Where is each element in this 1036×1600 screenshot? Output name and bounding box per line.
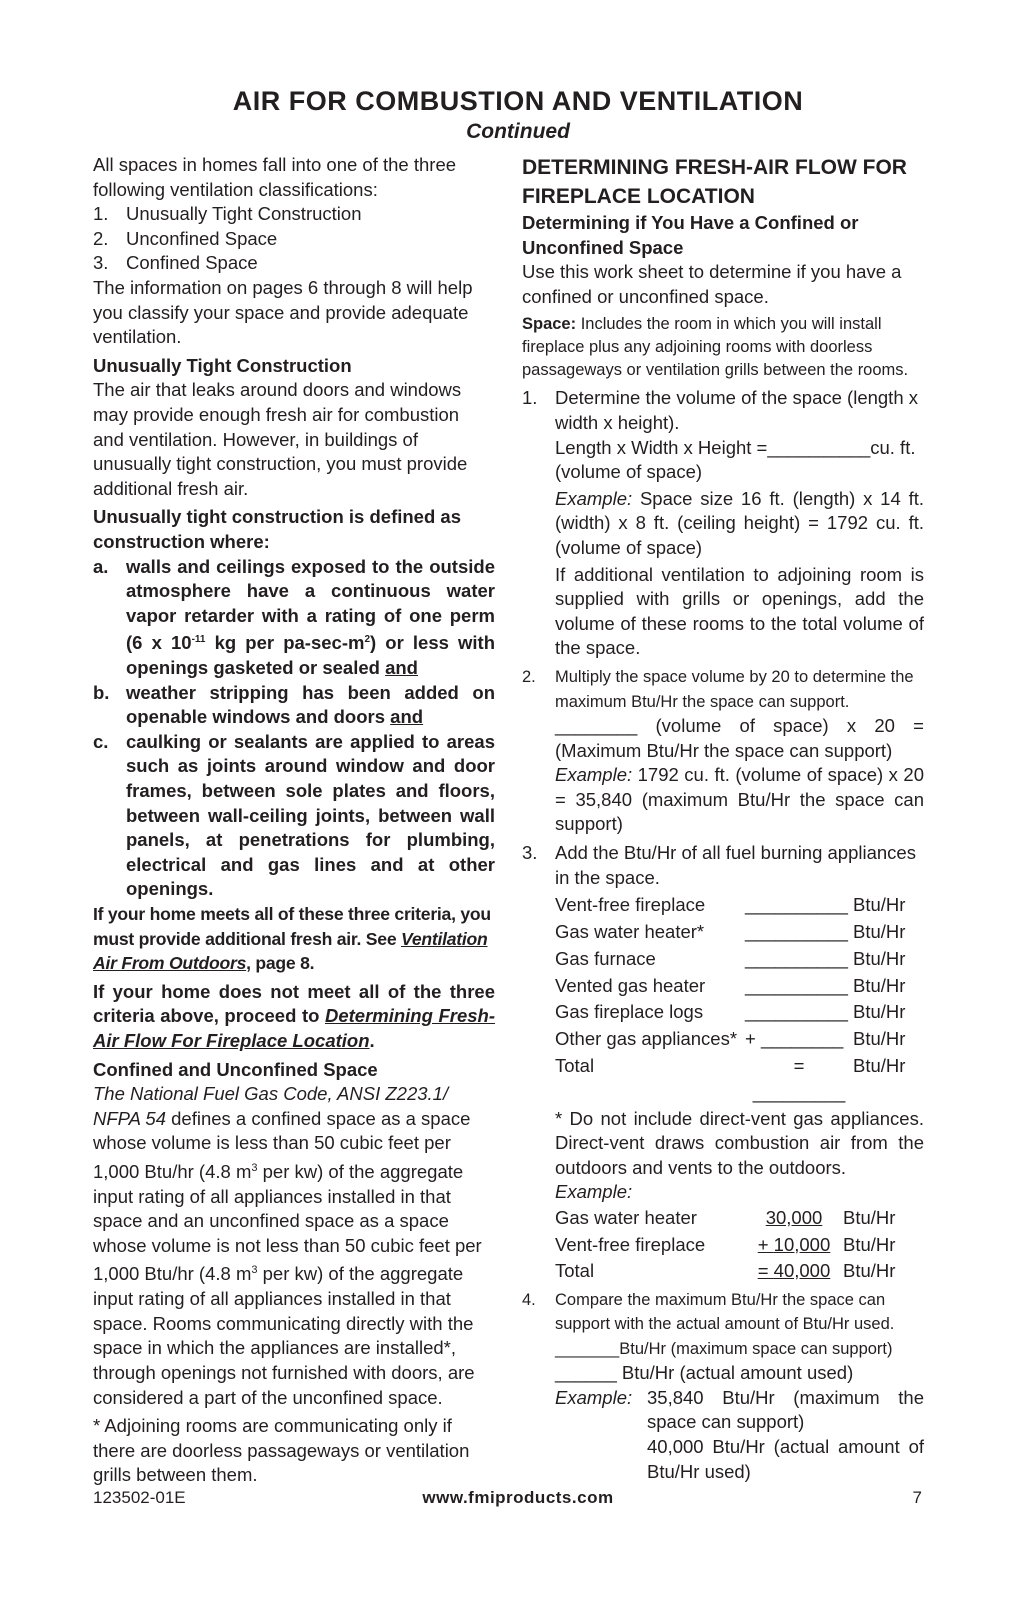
table-row: Gas water heater* __________ Btu/Hr <box>555 921 906 943</box>
list-text: Unconfined Space <box>126 227 278 249</box>
list-item <box>93 202 495 227</box>
worksheet-intro: Use this work sheet to determine if you have a confined or unconfined space. <box>522 261 902 307</box>
determining-fresh-air-link[interactable]: Determining Fresh-Air Flow For Fireplace Location <box>93 1005 495 1051</box>
step-number: 3. <box>522 842 538 864</box>
table-row: Vent-free fireplace + 10,000 Btu/Hr <box>555 1233 896 1255</box>
table-row: Gas water heater 30,000 Btu/Hr <box>555 1207 896 1228</box>
step-1-formula: Length x Width x Height =__________cu. ft. (volume of space) <box>555 436 916 483</box>
step-text: Multiply the space volume by 20 to determine the maximum Btu/Hr the space can support. <box>555 667 914 711</box>
intro-paragraph: All spaces in homes fall into one of the three following ventilation classifications: <box>93 154 457 200</box>
confined-paragraph: The National Fuel Gas Code, ANSI Z223.1/ NFPA 54 defines a confined space as a space whose volume is less than 50 cubic feet per 1,000 Btu/hr (4.8 $m^3$ per kw) of the aggregate input rating of all appliances installed in that space and an unconfined space as a space whose volume is not less than 50 cubic feet per 1,000 Btu/hr (4.8 $m^3$ per kw) of the aggregate input rating of all appliances installed in that space. Rooms communicating directly with the space in which the appliances are installed*, through openings not furnished with doors, are considered a part of the unconfined space. <box>93 1083 482 1408</box>
right-column <box>522 153 924 1484</box>
footnote-paragraph: * Adjoining rooms are communicating only if there are doorless passageways or ventilation grills between them. <box>93 1415 470 1486</box>
step-1-note: If additional ventilation to adjoining room is supplied with grills or openings, add the volume of these rooms to the total volume of the space. <box>555 563 924 659</box>
website-link[interactable]: www.fmiproducts.com <box>422 1488 614 1507</box>
step-number: 1. <box>522 387 538 409</box>
appliance-table <box>522 892 924 1106</box>
list-number: 1. <box>93 203 109 225</box>
document-number: 123502-01E <box>93 1488 186 1507</box>
step-number: 4. <box>522 1290 536 1309</box>
step-3-note: * Do not include direct-vent gas appliances. Direct-vent draws combustion air from the outdoors and vents to the outdoors. <box>555 1107 924 1178</box>
page-title: AIR FOR COMBUSTION AND VENTILATION <box>232 86 804 116</box>
not-meet-paragraph: If your home does not meet all of the three criteria above, proceed to Determining Fresh-Air Flow For Fireplace Location. <box>93 980 495 1051</box>
table-row: Gas fireplace logs __________ Btu/Hr <box>555 1001 906 1023</box>
step-text: Determine the volume of the space (length x width x height). <box>555 387 918 433</box>
step-2-formula: ________ (volume of space) x 20 = (Maximum Btu/Hr the space can support) <box>555 715 924 761</box>
example-label: Example: <box>555 1181 633 1203</box>
list-text: Confined Space <box>126 252 258 274</box>
page-number: 7 <box>912 1488 922 1507</box>
step-number: 2. <box>522 667 536 686</box>
table-row: Total = 40,000 Btu/Hr <box>555 1260 896 1281</box>
criteria-b <box>93 681 495 730</box>
step-1-example: Example: Space size 16 ft. (length) x 14 ft. (width) x 8 ft. (ceiling height) = 1792 cu. ft. (volume of space) <box>555 487 924 558</box>
table-row: Vented gas heater __________ Btu/Hr <box>555 974 906 996</box>
criteria-a <box>93 555 495 681</box>
criteria-letter: a. <box>93 555 109 577</box>
criteria-text: weather stripping has been added on openable windows and doors and <box>126 681 495 728</box>
table-row: Total = _________ Btu/Hr <box>555 1055 906 1103</box>
step-4-example: Example: 35,840 Btu/Hr (maximum the space can support) 40,000 Btu/Hr (actual amount of Btu/Hr used) <box>555 1386 924 1482</box>
criteria-c <box>93 730 495 902</box>
list-item <box>93 251 495 276</box>
example-table <box>522 1205 924 1285</box>
step-2 <box>522 665 924 714</box>
step-text: Add the Btu/Hr of all fuel burning appliances in the space. <box>555 842 916 888</box>
classification-list <box>93 202 495 276</box>
space-definition: Space: Includes the room in which you will install fireplace plus any adjoining rooms with doorless passageways or ventilation grills between the rooms. <box>522 315 909 380</box>
page-subtitle: Continued <box>466 120 570 143</box>
criteria-text: caulking or sealants are applied to areas such as joints around window and door frames, between sole plates and floors, between wall-ceiling joints, between wall panels, at penetrations for plumbing, electrical and gas lines and at other openings. <box>126 730 495 900</box>
step-1 <box>522 386 924 435</box>
step-text: Compare the maximum Btu/Hr the space can support with the actual amount of Btu/Hr used. <box>555 1290 895 1334</box>
step-3 <box>522 841 924 890</box>
step-2-example: Example: 1792 cu. ft. (volume of space) x 20 = 35,840 (maximum Btu/Hr the space can support) <box>555 764 924 835</box>
list-number: 2. <box>93 227 109 249</box>
sub-heading: Determining if You Have a Confined or Unconfined Space <box>522 212 859 258</box>
info-paragraph: The information on pages 6 through 8 will help you classify your space and provide adequate ventilation. <box>93 276 473 348</box>
table-row: Gas furnace __________ Btu/Hr <box>555 947 906 969</box>
criteria-text: walls and ceilings exposed to the outside atmosphere have a continuous water vapor retarder with a rating of one perm (6 x $10^{-11}$ kg per $pa-\sec-m^2$) or less with openings gasketed or sealed and <box>126 555 496 679</box>
ventilation-outdoors-link[interactable]: Ventilation Air From Outdoors <box>93 928 488 974</box>
table-row: Vent-free fireplace __________ Btu/Hr <box>555 894 906 916</box>
table-row: Other gas appliances* + ________ Btu/Hr <box>555 1028 906 1050</box>
section-heading: Confined and Unconfined Space <box>93 1058 378 1080</box>
list-item <box>93 227 495 252</box>
meets-paragraph: If your home meets all of these three criteria, you must provide additional fresh air. See Ventilation Air From Outdoors, page 8. <box>93 903 491 974</box>
step-4-line-2: ______ Btu/Hr (actual amount used) <box>555 1362 854 1384</box>
step-4-line-1: _______Btu/Hr (maximum space can support) <box>555 1339 893 1358</box>
list-number: 3. <box>93 252 109 274</box>
list-text: Unusually Tight Construction <box>126 203 362 225</box>
criteria-letter: c. <box>93 730 109 752</box>
defined-paragraph: Unusually tight construction is defined as construction where: <box>93 506 461 552</box>
section-heading: Unusually Tight Construction <box>93 354 352 376</box>
section-heading: DETERMINING FRESH-AIR FLOW FOR FIREPLACE LOCATION <box>522 156 907 208</box>
step-4 <box>522 1288 924 1337</box>
criteria-letter: b. <box>93 681 110 703</box>
tight-paragraph: The air that leaks around doors and windows may provide enough fresh air for combustion and ventilation. However, in buildings of unusually tight construction, you must provide additional fresh air. <box>93 379 468 499</box>
left-column <box>93 153 495 1488</box>
